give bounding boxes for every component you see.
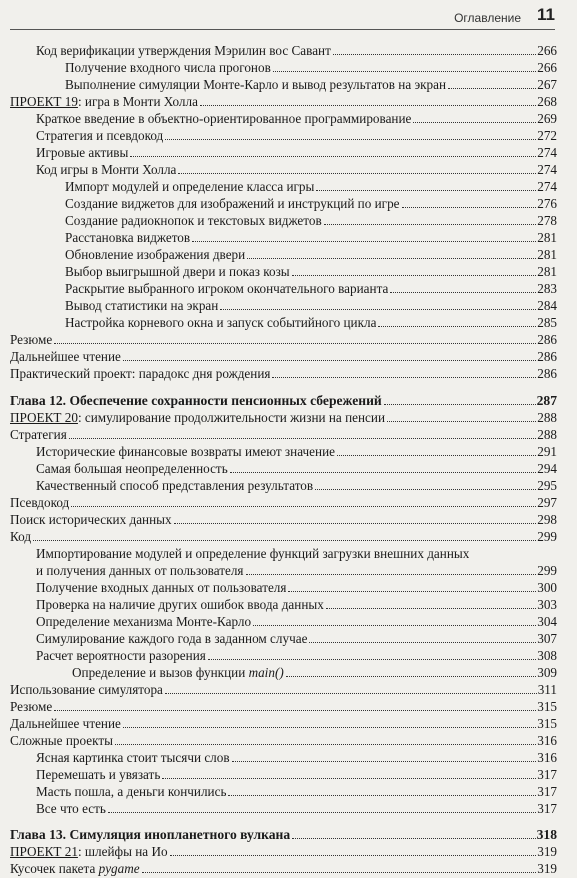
toc-entry[interactable]: Обновление изображения двери 281 <box>65 247 557 262</box>
toc-entry[interactable]: Перемешать и увязать 317 <box>36 767 557 782</box>
toc-entry[interactable]: Сложные проекты 316 <box>10 733 557 748</box>
toc-entry-project[interactable]: ПРОЕКТ 20: симулирование продолжительности жизни на пенсии 288 <box>10 410 557 425</box>
toc-entry[interactable]: Расчет вероятности разорения 308 <box>36 648 557 663</box>
toc-entry[interactable]: Игровые активы 274 <box>36 145 557 160</box>
toc-entry[interactable]: Импортирование модулей и определение функций загрузки внешних данных <box>36 546 470 561</box>
toc-entry[interactable]: Стратегия и псевдокод 272 <box>36 128 557 143</box>
toc-entry[interactable]: Использование симулятора 311 <box>10 682 557 697</box>
toc-entry[interactable]: Получение входных данных от пользователя 300 <box>36 580 557 595</box>
toc-chapter[interactable]: Глава 12. Обеспечение сохранности пенсионных сбережений 287 <box>10 393 557 408</box>
toc-entry[interactable]: Резюме 286 <box>10 332 557 347</box>
toc-entry[interactable]: Симулирование каждого года в заданном случае 307 <box>36 631 557 646</box>
toc-entry[interactable]: Самая большая неопределенность 294 <box>36 461 557 476</box>
toc-entry[interactable]: Код 299 <box>10 529 557 544</box>
toc-entry[interactable]: Создание радиокнопок и текстовых виджетов 278 <box>65 213 557 228</box>
toc-entry[interactable]: Проверка на наличие других ошибок ввода данных 303 <box>36 597 557 612</box>
toc-entry[interactable]: Выполнение симуляции Монте-Карло и вывод результатов на экран 267 <box>65 77 557 92</box>
toc-entry[interactable]: Настройка корневого окна и запуск событийного цикла 285 <box>65 315 557 330</box>
toc-entry[interactable]: Практический проект: парадокс дня рождения 286 <box>10 366 557 381</box>
toc-entry[interactable]: Определение и вызов функции main() 309 <box>72 665 557 680</box>
project-label: ПРОЕКТ 21 <box>10 844 78 859</box>
toc-entry[interactable]: Код верификации утверждения Мэрилин вос Савант 266 <box>36 43 557 58</box>
header-page-number: 11 <box>537 5 555 24</box>
toc-entry[interactable]: Исторические финансовые возвраты имеют значение 291 <box>36 444 557 459</box>
project-label: ПРОЕКТ 19 <box>10 94 78 109</box>
toc-chapter[interactable]: Глава 13. Симуляция инопланетного вулкана 318 <box>10 827 557 842</box>
toc-entry[interactable]: Получение входного числа прогонов 266 <box>65 60 557 75</box>
toc-entry[interactable]: Краткое введение в объектно-ориентированное программирование 269 <box>36 111 557 126</box>
toc-entry[interactable]: Вывод статистики на экран 284 <box>65 298 557 313</box>
toc-entry[interactable]: Стратегия 288 <box>10 427 557 442</box>
toc-entry[interactable]: Ясная картинка стоит тысячи слов 316 <box>36 750 557 765</box>
toc-entry[interactable]: Качественный способ представления результатов 295 <box>36 478 557 493</box>
toc-entry[interactable]: Раскрытие выбранного игроком окончательного варианта 283 <box>65 281 557 296</box>
function-name: main() <box>248 665 284 680</box>
toc-entry[interactable]: Дальнейшее чтение 315 <box>10 716 557 731</box>
package-name: pygame <box>98 861 140 876</box>
toc-entry[interactable]: Определение механизма Монте-Карло 304 <box>36 614 557 629</box>
project-label: ПРОЕКТ 20 <box>10 410 78 425</box>
toc-entry[interactable]: Импорт модулей и определение класса игры 274 <box>65 179 557 194</box>
toc-entry[interactable]: Расстановка виджетов 281 <box>65 230 557 245</box>
toc-entry[interactable]: Создание виджетов для изображений и инструкций по игре 276 <box>65 196 557 211</box>
toc-entry-project[interactable]: ПРОЕКТ 19: игра в Монти Холла 268 <box>10 94 557 109</box>
toc-entry[interactable]: Кусочек пакета pygame 319 <box>10 861 557 876</box>
toc-entry[interactable]: Масть пошла, а деньги кончились 317 <box>36 784 557 799</box>
toc-entry[interactable]: Код игры в Монти Холла 274 <box>36 162 557 177</box>
toc-entry[interactable]: Поиск исторических данных 298 <box>10 512 557 527</box>
toc-entry[interactable]: Дальнейшее чтение 286 <box>10 349 557 364</box>
toc-entry[interactable]: Все что есть 317 <box>36 801 557 816</box>
header-rule <box>10 29 555 30</box>
running-header <box>0 0 577 40</box>
toc-entry[interactable]: и получения данных от пользователя 299 <box>36 563 557 578</box>
header-title: Оглавление <box>454 11 521 25</box>
toc-entry-project[interactable]: ПРОЕКТ 21: шлейфы на Ио 319 <box>10 844 557 859</box>
toc-entry[interactable]: Резюме 315 <box>10 699 557 714</box>
toc-entry[interactable]: Псевдокод 297 <box>10 495 557 510</box>
toc-entry[interactable]: Выбор выигрышной двери и показ козы 281 <box>65 264 557 279</box>
